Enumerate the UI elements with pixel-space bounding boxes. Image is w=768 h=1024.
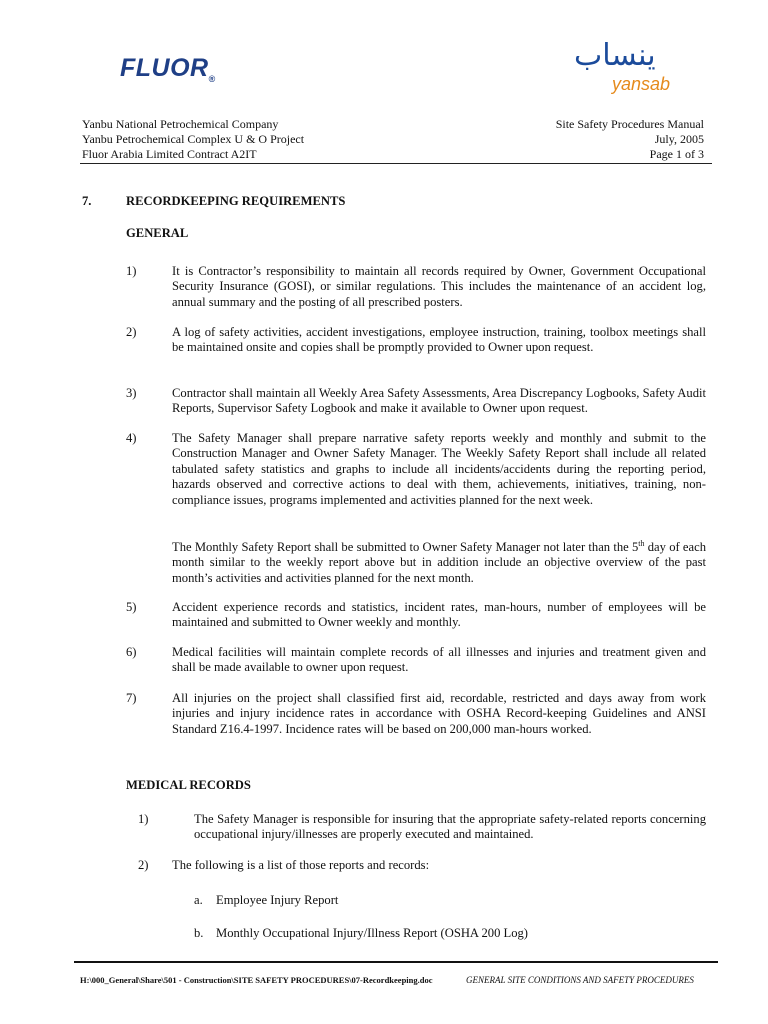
section-title: RECORDKEEPING REQUIREMENTS	[126, 194, 346, 208]
section-subtitle: GENERAL	[126, 226, 189, 240]
header-right	[556, 117, 704, 162]
yansab-logo	[574, 38, 694, 102]
medical-item-text: The Safety Manager is responsible for insuring that the appropriate safety-related reports concerning occupational injury/illnesses are properly executed and maintained.	[194, 812, 706, 842]
subitem-letter: b.	[194, 926, 204, 940]
footer-title: GENERAL SITE CONDITIONS AND SAFETY PROCEDURES	[466, 975, 694, 985]
monthly-text-before: The Monthly Safety Report shall be submitted to Owner Safety Manager not later than the 5	[172, 540, 639, 554]
item-text: The Safety Manager shall prepare narrative safety reports weekly and monthly and submit to the Construction Manager and Owner Safety Manager. The Weekly Safety Report shall include all related tabulated safety statistics and graphs to include all incidents/accidents during the reporting period, hazards observed and corrective actions to deal with them, achievements, initiatives, training, non-compliance issues, programs implemented and activities planned for the next week.	[172, 431, 706, 507]
item-number: 2)	[126, 325, 137, 339]
item-number: 7)	[126, 691, 137, 705]
monthly-text-after: day of each month similar to the weekly report above but in addition include an objective overview of the past month’s activities and activities planned for the next month.	[172, 540, 706, 585]
subitem-letter: a.	[194, 893, 203, 907]
header-project: Yanbu Petrochemical Complex U & O Project	[82, 132, 305, 146]
header-left	[82, 117, 304, 162]
yansab-logo-latin: yansab	[612, 74, 671, 94]
footer-file-path: H:\000_General\Share\501 - Construction\SITE SAFETY PROCEDURES\07-Recordkeeping.doc	[80, 975, 433, 985]
fluor-logo	[120, 54, 216, 84]
header-manual: Site Safety Procedures Manual	[555, 117, 704, 131]
item-number: 1)	[126, 264, 137, 278]
item-text: Medical facilities will maintain complete records of all illnesses and injuries and treatment given and shall be made available to owner upon request.	[172, 645, 706, 675]
registered-mark: ®	[208, 74, 216, 84]
yansab-logo-arabic: ينساب	[574, 38, 656, 73]
item-text: Contractor shall maintain all Weekly Area Safety Assessments, Area Discrepancy Logbooks, Safety Audit Reports, Supervisor Safety Logbook and make it available to Owner upon request.	[172, 386, 706, 416]
item-text: A log of safety activities, accident investigations, employee instruction, training, toolbox meetings shall be maintained onsite and copies shall be promptly provided to Owner upon request.	[172, 325, 706, 355]
item-number: 4)	[126, 431, 137, 445]
medical-records-heading: MEDICAL RECORDS	[126, 778, 251, 792]
header-page-number: Page 1 of 3	[649, 147, 704, 161]
medical-item-number: 2)	[138, 858, 149, 872]
header-rule	[80, 163, 712, 164]
subitem-text: Monthly Occupational Injury/Illness Report (OSHA 200 Log)	[216, 926, 529, 940]
medical-item-number: 1)	[138, 812, 149, 826]
footer-rule	[74, 961, 718, 963]
superscript-th: th	[638, 538, 645, 548]
monthly-report-paragraph	[172, 540, 706, 586]
fluor-logo-text: FLUOR	[120, 54, 209, 82]
item-text: All injuries on the project shall classified first aid, recordable, restricted and days away from work injuries and injury incidence rates in accordance with OSHA Record-keeping Guidelines and ANSI Standard Z16.4-1997. Incidence rates will be based on 200,000 man-hours worked.	[172, 691, 706, 736]
item-text: Accident experience records and statistics, incident rates, man-hours, number of employees will be maintained and submitted to Owner weekly and monthly.	[172, 600, 706, 630]
subitem-text: Employee Injury Report	[216, 893, 339, 907]
item-number: 3)	[126, 386, 137, 400]
item-text: It is Contractor’s responsibility to maintain all records required by Owner, Government Occupational Security Insurance (GOSI), or similar regulations. This includes the maintenance of an accident log, annual summary and the posting of all prescribed posters.	[172, 264, 706, 309]
header-company: Yanbu National Petrochemical Company	[82, 117, 279, 131]
section-number: 7.	[82, 194, 92, 208]
header-contract: Fluor Arabia Limited Contract A2IT	[82, 147, 257, 161]
item-number: 5)	[126, 600, 137, 614]
item-number: 6)	[126, 645, 137, 659]
header-date: July, 2005	[654, 132, 704, 146]
medical-item-text: The following is a list of those reports and records:	[172, 858, 430, 872]
